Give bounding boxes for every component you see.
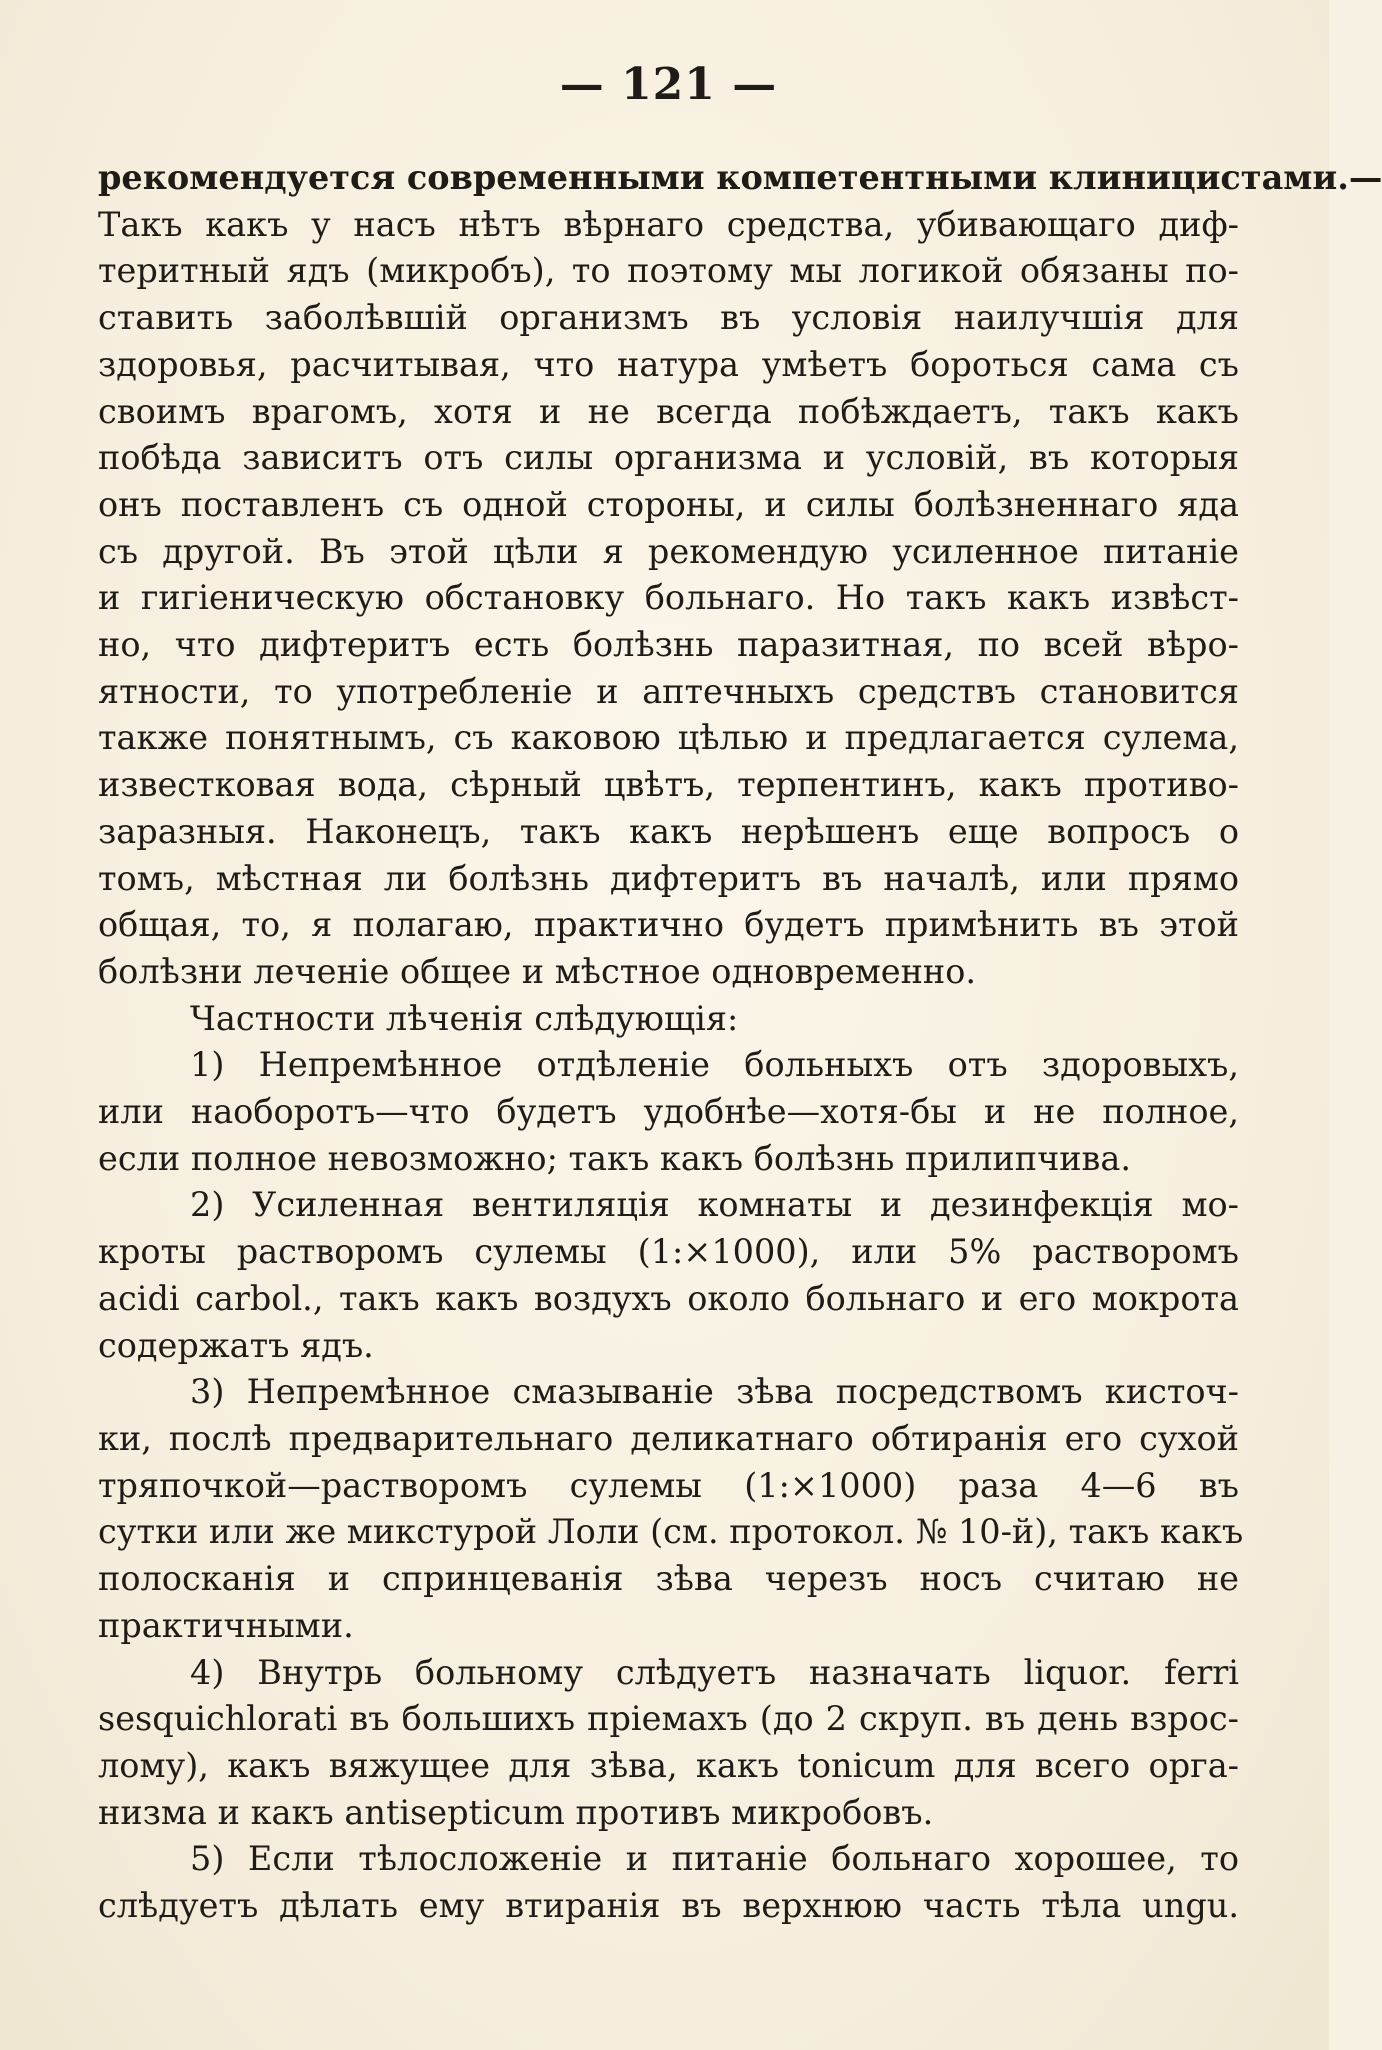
text-line: содержатъ ядъ. (98, 1325, 374, 1365)
text-line: своимъ врагомъ, хотя и не всегда побѣждаетъ, такъ какъ (98, 391, 1239, 431)
text-line: слѣдуетъ дѣлать ему втиранія въ верхнюю часть тѣла ungu. (98, 1886, 1239, 1926)
text-line: здоровья, расчитывая, что натура умѣетъ бороться сама съ (98, 344, 1239, 384)
text-line: тряпочкой—растворомъ сулемы (1:×1000) раза 4—6 въ (98, 1465, 1239, 1505)
text-line: заразныя. Наконецъ, такъ какъ нерѣшенъ еще вопросъ о (98, 811, 1239, 851)
list-item-4: 4) Внутрь больному слѣдуетъ назначать liquor. ferri (190, 1652, 1239, 1692)
list-item-3: 3) Непремѣнное смазываніе зѣва посредствомъ кисточ- (190, 1372, 1239, 1412)
text-line: ставить заболѣвшій организмъ въ условія наилучшія для (98, 298, 1239, 338)
list-item-2: 2) Усиленная вентиляція комнаты и дезинфекція мо- (190, 1185, 1239, 1225)
text-line: и гигіеническую обстановку больнаго. Но такъ какъ извѣст- (98, 578, 1239, 618)
text-line: или наоборотъ—что будетъ удобнѣе—хотя-бы и не полное, (98, 1092, 1239, 1132)
text-line: если полное невозможно; такъ какъ болѣзнь прилипчива. (98, 1138, 1132, 1178)
text-line: онъ поставленъ съ одной стороны, и силы болѣзненнаго яда (98, 484, 1239, 524)
text-line: теритный ядъ (микробъ), то поэтому мы логикой обязаны по- (98, 251, 1239, 291)
text-line: ятности, то употребленіе и аптечныхъ средствъ становится (98, 671, 1239, 711)
text-line: томъ, мѣстная ли болѣзнь дифтеритъ въ началѣ, или прямо (98, 858, 1239, 898)
text-line: известковая вода, сѣрный цвѣтъ, терпентинъ, какъ противо- (98, 765, 1239, 805)
text-line: ки, послѣ предварительнаго деликатнаго обтиранія его сухой (98, 1418, 1239, 1458)
list-item-5: 5) Если тѣлосложеніе и питаніе больнаго хорошее, то (190, 1839, 1239, 1879)
text-line: общая, то, я полагаю, практично будетъ примѣнить въ этой (98, 905, 1239, 945)
text-line: sesquichlorati въ большихъ пріемахъ (до 2 скруп. въ день взрос- (98, 1699, 1239, 1739)
text-line: сутки или же микстурой Лоли (см. протокол. № 10-й), такъ какъ (98, 1512, 1244, 1552)
text-line: также понятнымъ, съ каковою цѣлью и предлагается сулема, (98, 718, 1239, 758)
text-line: съ другой. Въ этой цѣли я рекомендую усиленное питаніе (98, 531, 1239, 571)
list-item-1: 1) Непремѣнное отдѣленіе больныхъ отъ здоровыхъ, (190, 1045, 1239, 1085)
text-body (98, 155, 1382, 1930)
text-line: но, что дифтеритъ есть болѣзнь паразитная, по всей вѣро- (98, 625, 1239, 665)
text-line: полосканія и спринцеванія зѣва черезъ носъ считаю не (98, 1559, 1239, 1599)
page-number: — 121 — (559, 59, 778, 110)
text-line: побѣда зависитъ отъ силы организма и условій, въ которыя (98, 438, 1239, 478)
text-line: рекомендуется современными компетентными клиницистами.— (98, 158, 1382, 197)
text-line: кроты растворомъ сулемы (1:×1000), или 5% растворомъ (98, 1232, 1239, 1272)
text-line: низма и какъ antisepticum противъ микробовъ. (98, 1792, 934, 1832)
text-line: лому), какъ вяжущее для зѣва, какъ tonicum для всего орга- (98, 1745, 1239, 1785)
text-line: болѣзни леченіе общее и мѣстное одновременно. (98, 951, 977, 991)
text-line: Такъ какъ у насъ нѣтъ вѣрнаго средства, убивающаго диф- (98, 204, 1239, 244)
section-heading: Частности лѣченія слѣдующія: (190, 998, 739, 1038)
text-line: практичными. (98, 1605, 354, 1645)
text-line: acidi carbol., такъ какъ воздухъ около больнаго и его мокрота (98, 1278, 1239, 1318)
